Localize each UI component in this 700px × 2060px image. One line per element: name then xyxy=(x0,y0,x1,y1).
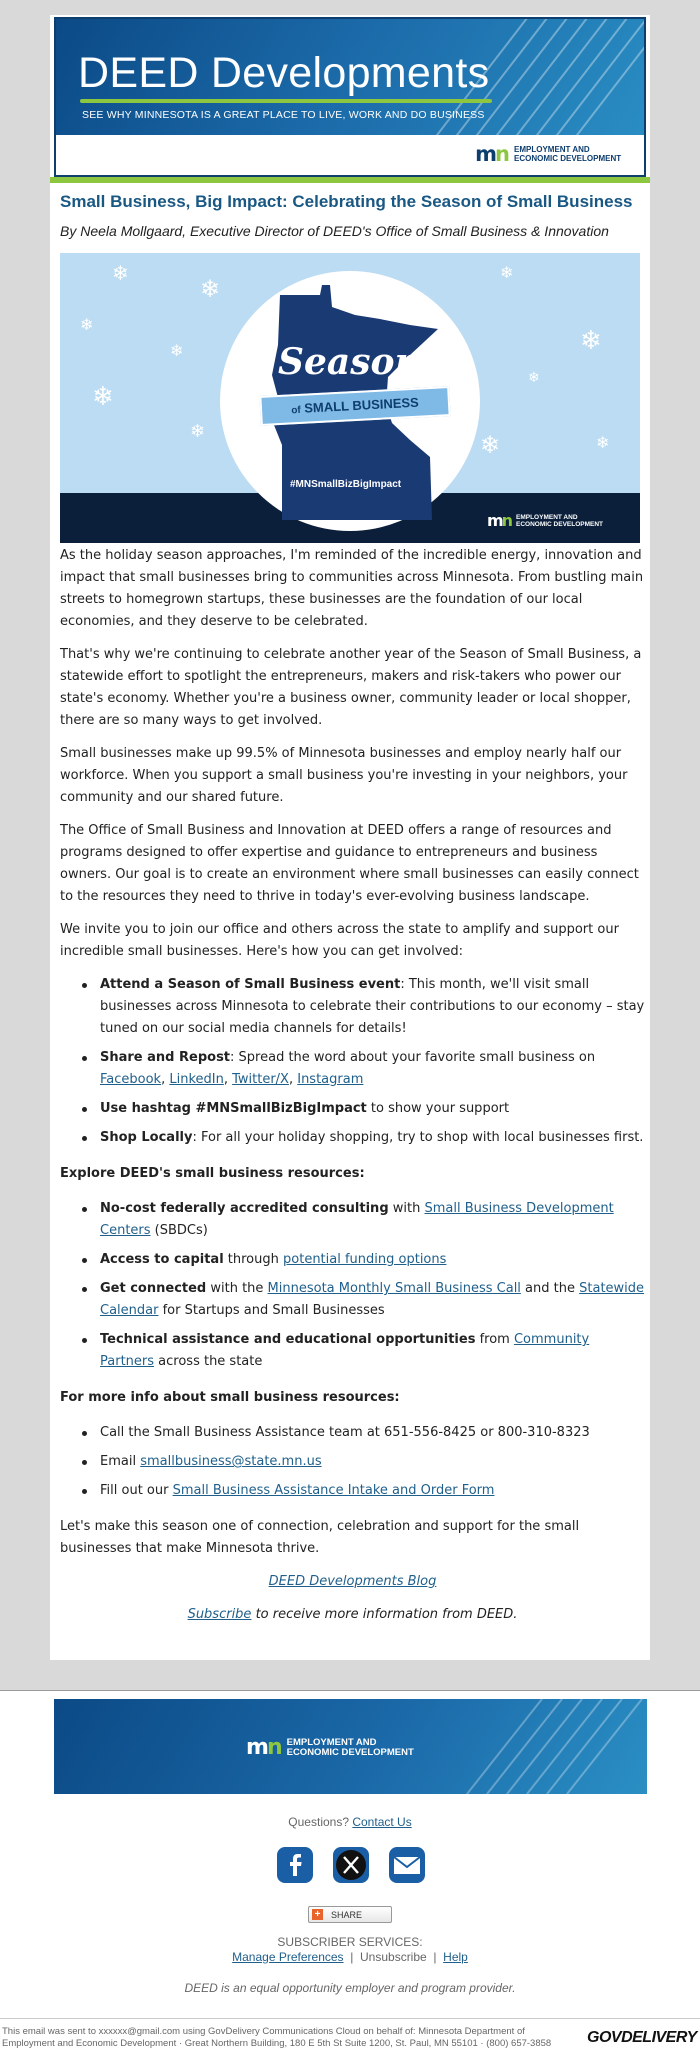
snowflake-icon: ❄ xyxy=(92,381,114,411)
govdelivery-logo[interactable]: GOVDELIVERY xyxy=(587,2029,697,2046)
paragraph: The Office of Small Business and Innovation at DEED offers a range of resources and programs designed to offer expertise and guidance to entrepreneurs and business owners. Our goal is to create an environment where small businesses can easily connect to the resources they need to thrive in today's ever-evolving business landscape. xyxy=(60,823,639,904)
manage-preferences-link[interactable]: Manage Preferences xyxy=(232,1950,344,1964)
email-share-icon[interactable] xyxy=(388,1846,426,1884)
list-item: Share and Repost: Spread the word about your favorite small business on Facebook, LinkedIn, Twitter/X, Instagram xyxy=(60,1047,645,1091)
mn-logo-icon: mn xyxy=(486,511,511,530)
x-twitter-icon[interactable] xyxy=(332,1846,370,1884)
deed-logo xyxy=(475,144,634,165)
share-button[interactable] xyxy=(308,1906,392,1923)
subscribe-text: to receive more information from DEED. xyxy=(251,1607,518,1622)
snowflake-icon: ❄ xyxy=(190,421,206,441)
article-byline: By Neela Mollgaard, Executive Director of DEED's Office of Small Business & Innovation xyxy=(60,223,609,239)
logo-line-2: ECONOMIC DEVELOPMENT xyxy=(514,153,622,163)
ribbon-of: of xyxy=(291,404,302,417)
contact-us-link[interactable]: Contact Us xyxy=(352,1815,412,1829)
newsletter-title: DEED Developments xyxy=(78,49,490,97)
more-info-heading: For more info about small business resources: xyxy=(60,1390,400,1405)
mn-logo-icon: mn xyxy=(475,142,508,166)
logo-line-2: ECONOMIC DEVELOPMENT xyxy=(516,521,604,528)
paragraph: That's why we're continuing to celebrate another year of the Season of Small Business, a statewide effort to spotlight the entrepreneurs, makers and risk-takers who power our state's economy. Whether you're a business owner, community leader or local shopper, there are so many ways to get involved. xyxy=(60,647,642,728)
green-divider xyxy=(50,177,650,183)
article-title: Small Business, Big Impact: Celebrating the Season of Small Business xyxy=(60,192,633,211)
title-underline xyxy=(80,99,492,103)
facebook-icon[interactable] xyxy=(276,1846,314,1884)
closing-paragraph: Let's make this season one of connection, celebration and support for the small businesses that make Minnesota thrive. xyxy=(60,1519,580,1556)
logo-line-1: EMPLOYMENT AND xyxy=(516,513,578,521)
list-item: Email smallbusiness@state.mn.us xyxy=(60,1451,645,1473)
intake-form-link[interactable]: Small Business Assistance Intake and Order Form xyxy=(172,1483,495,1498)
list-item: Call the Small Business Assistance team at 651-556-8425 or 800-310-8323 xyxy=(60,1422,645,1444)
more-info-list xyxy=(60,1422,645,1502)
legal-divider xyxy=(0,2018,700,2019)
plus-icon: + xyxy=(312,1909,323,1920)
season-wordmark: Season xyxy=(278,341,421,383)
help-link[interactable]: Help xyxy=(443,1950,468,1964)
legal-text: This email was sent to xxxxxx@gmail.com using GovDelivery Communications Cloud on behalf of: Minnesota Department of Employment and Economic Development · Great Northern Building, 180 E 5th St Suite 1200, St. Paul, MN 55101 · (800) 657-3858 xyxy=(2,2026,552,2049)
paragraph: We invite you to join our office and others across the state to amplify and support our incredible small businesses. Here's how you can get involved: xyxy=(60,922,619,959)
ribbon-text: SMALL BUSINESS xyxy=(303,394,420,416)
community-partners-link[interactable]: Community Partners xyxy=(100,1332,590,1369)
paragraph: As the holiday season approaches, I'm reminded of the incredible energy, innovation and impact that small businesses bring to communities across Minnesota. From bustling main streets to homegrown startups, these businesses are the foundation of our local economies, and they deserve to be celebrated. xyxy=(60,548,644,629)
list-item: Technical assistance and educational opportunities from Community Partners across the state xyxy=(60,1329,645,1373)
subscribe-link[interactable]: Subscribe xyxy=(187,1607,252,1622)
paragraph: Small businesses make up 99.5% of Minnesota businesses and employ nearly half our workforce. When you support a small business you're investing in your neighbors, your community and our shared future. xyxy=(60,746,628,805)
linkedin-link[interactable]: LinkedIn xyxy=(169,1072,224,1087)
article-body xyxy=(60,545,645,1637)
get-involved-list xyxy=(60,974,645,1149)
list-item: No-cost federally accredited consulting with Small Business Development Centers (SBDCs) xyxy=(60,1198,645,1242)
season-of-small-business-image xyxy=(60,253,640,543)
social-icons xyxy=(276,1846,426,1884)
statewide-calendar-link[interactable]: Statewide Calendar xyxy=(100,1281,645,1318)
snowflake-icon: ❄ xyxy=(480,432,501,459)
twitter-link[interactable]: Twitter/X xyxy=(232,1072,289,1087)
questions-line: Questions? Contact Us xyxy=(288,1815,412,1829)
banner-hashtag: #MNSmallBizBigImpact xyxy=(290,479,402,490)
snowflake-icon: ❄ xyxy=(500,265,514,282)
blog-link[interactable]: DEED Developments Blog xyxy=(268,1574,437,1589)
snowflake-icon: ❄ xyxy=(112,263,129,285)
logo-line-1: EMPLOYMENT AND xyxy=(514,144,590,154)
list-item: Attend a Season of Small Business event: This month, we'll visit small businesses across Minnesota to celebrate their contributions to our economy – stay tuned on our social media channels for details! xyxy=(60,974,645,1040)
list-item: Access to capital through potential funding options xyxy=(60,1249,645,1271)
snowflake-icon: ❄ xyxy=(580,325,602,355)
unsubscribe-link[interactable]: Unsubscribe xyxy=(360,1950,427,1964)
mn-logo-icon: mn xyxy=(246,1735,281,1760)
explore-heading: Explore DEED's small business resources: xyxy=(60,1166,365,1181)
snowflake-icon: ❄ xyxy=(80,317,94,334)
newsletter-tagline: SEE WHY MINNESOTA IS A GREAT PLACE TO LIVE, WORK AND DO BUSINESS xyxy=(82,109,485,121)
subscriber-services-label: SUBSCRIBER SERVICES: xyxy=(277,1935,423,1949)
subscriber-links: Manage Preferences | Unsubscribe | Help xyxy=(232,1950,468,1964)
monthly-call-link[interactable]: Minnesota Monthly Small Business Call xyxy=(267,1281,521,1296)
logo-line-2: ECONOMIC DEVELOPMENT xyxy=(286,1747,414,1758)
logo-line-1: EMPLOYMENT AND xyxy=(286,1736,377,1748)
footer-deed-logo xyxy=(246,1737,487,1759)
sbdc-link[interactable]: Small Business Development Centers xyxy=(100,1201,614,1238)
email-link[interactable]: smallbusiness@state.mn.us xyxy=(140,1454,322,1469)
email-card xyxy=(50,15,650,1660)
funding-options-link[interactable]: potential funding options xyxy=(283,1252,447,1267)
list-item: Shop Locally: For all your holiday shopping, try to shop with local businesses first. xyxy=(60,1127,645,1149)
snowflake-icon: ❄ xyxy=(596,435,610,452)
snowflake-icon: ❄ xyxy=(200,276,221,303)
snowflake-icon: ❄ xyxy=(528,369,540,385)
footer xyxy=(0,1691,700,2060)
header-banner xyxy=(54,17,646,177)
list-item: Fill out our Small Business Assistance Intake and Order Form xyxy=(60,1480,645,1502)
banner-deed-logo xyxy=(487,513,616,529)
snowflake-icon: ❄ xyxy=(170,343,184,360)
list-item: Use hashtag #MNSmallBizBigImpact to show your support xyxy=(60,1098,645,1120)
resources-list xyxy=(60,1198,645,1373)
list-item: Get connected with the Minnesota Monthly Small Business Call and the Statewide Calendar for Startups and Small Businesses xyxy=(60,1278,645,1322)
facebook-link[interactable]: Facebook xyxy=(100,1072,162,1087)
footer-banner xyxy=(54,1699,647,1794)
instagram-link[interactable]: Instagram xyxy=(297,1072,364,1087)
eoe-statement: DEED is an equal opportunity employer and program provider. xyxy=(184,1981,516,1995)
share-label: SHARE xyxy=(331,1909,363,1920)
